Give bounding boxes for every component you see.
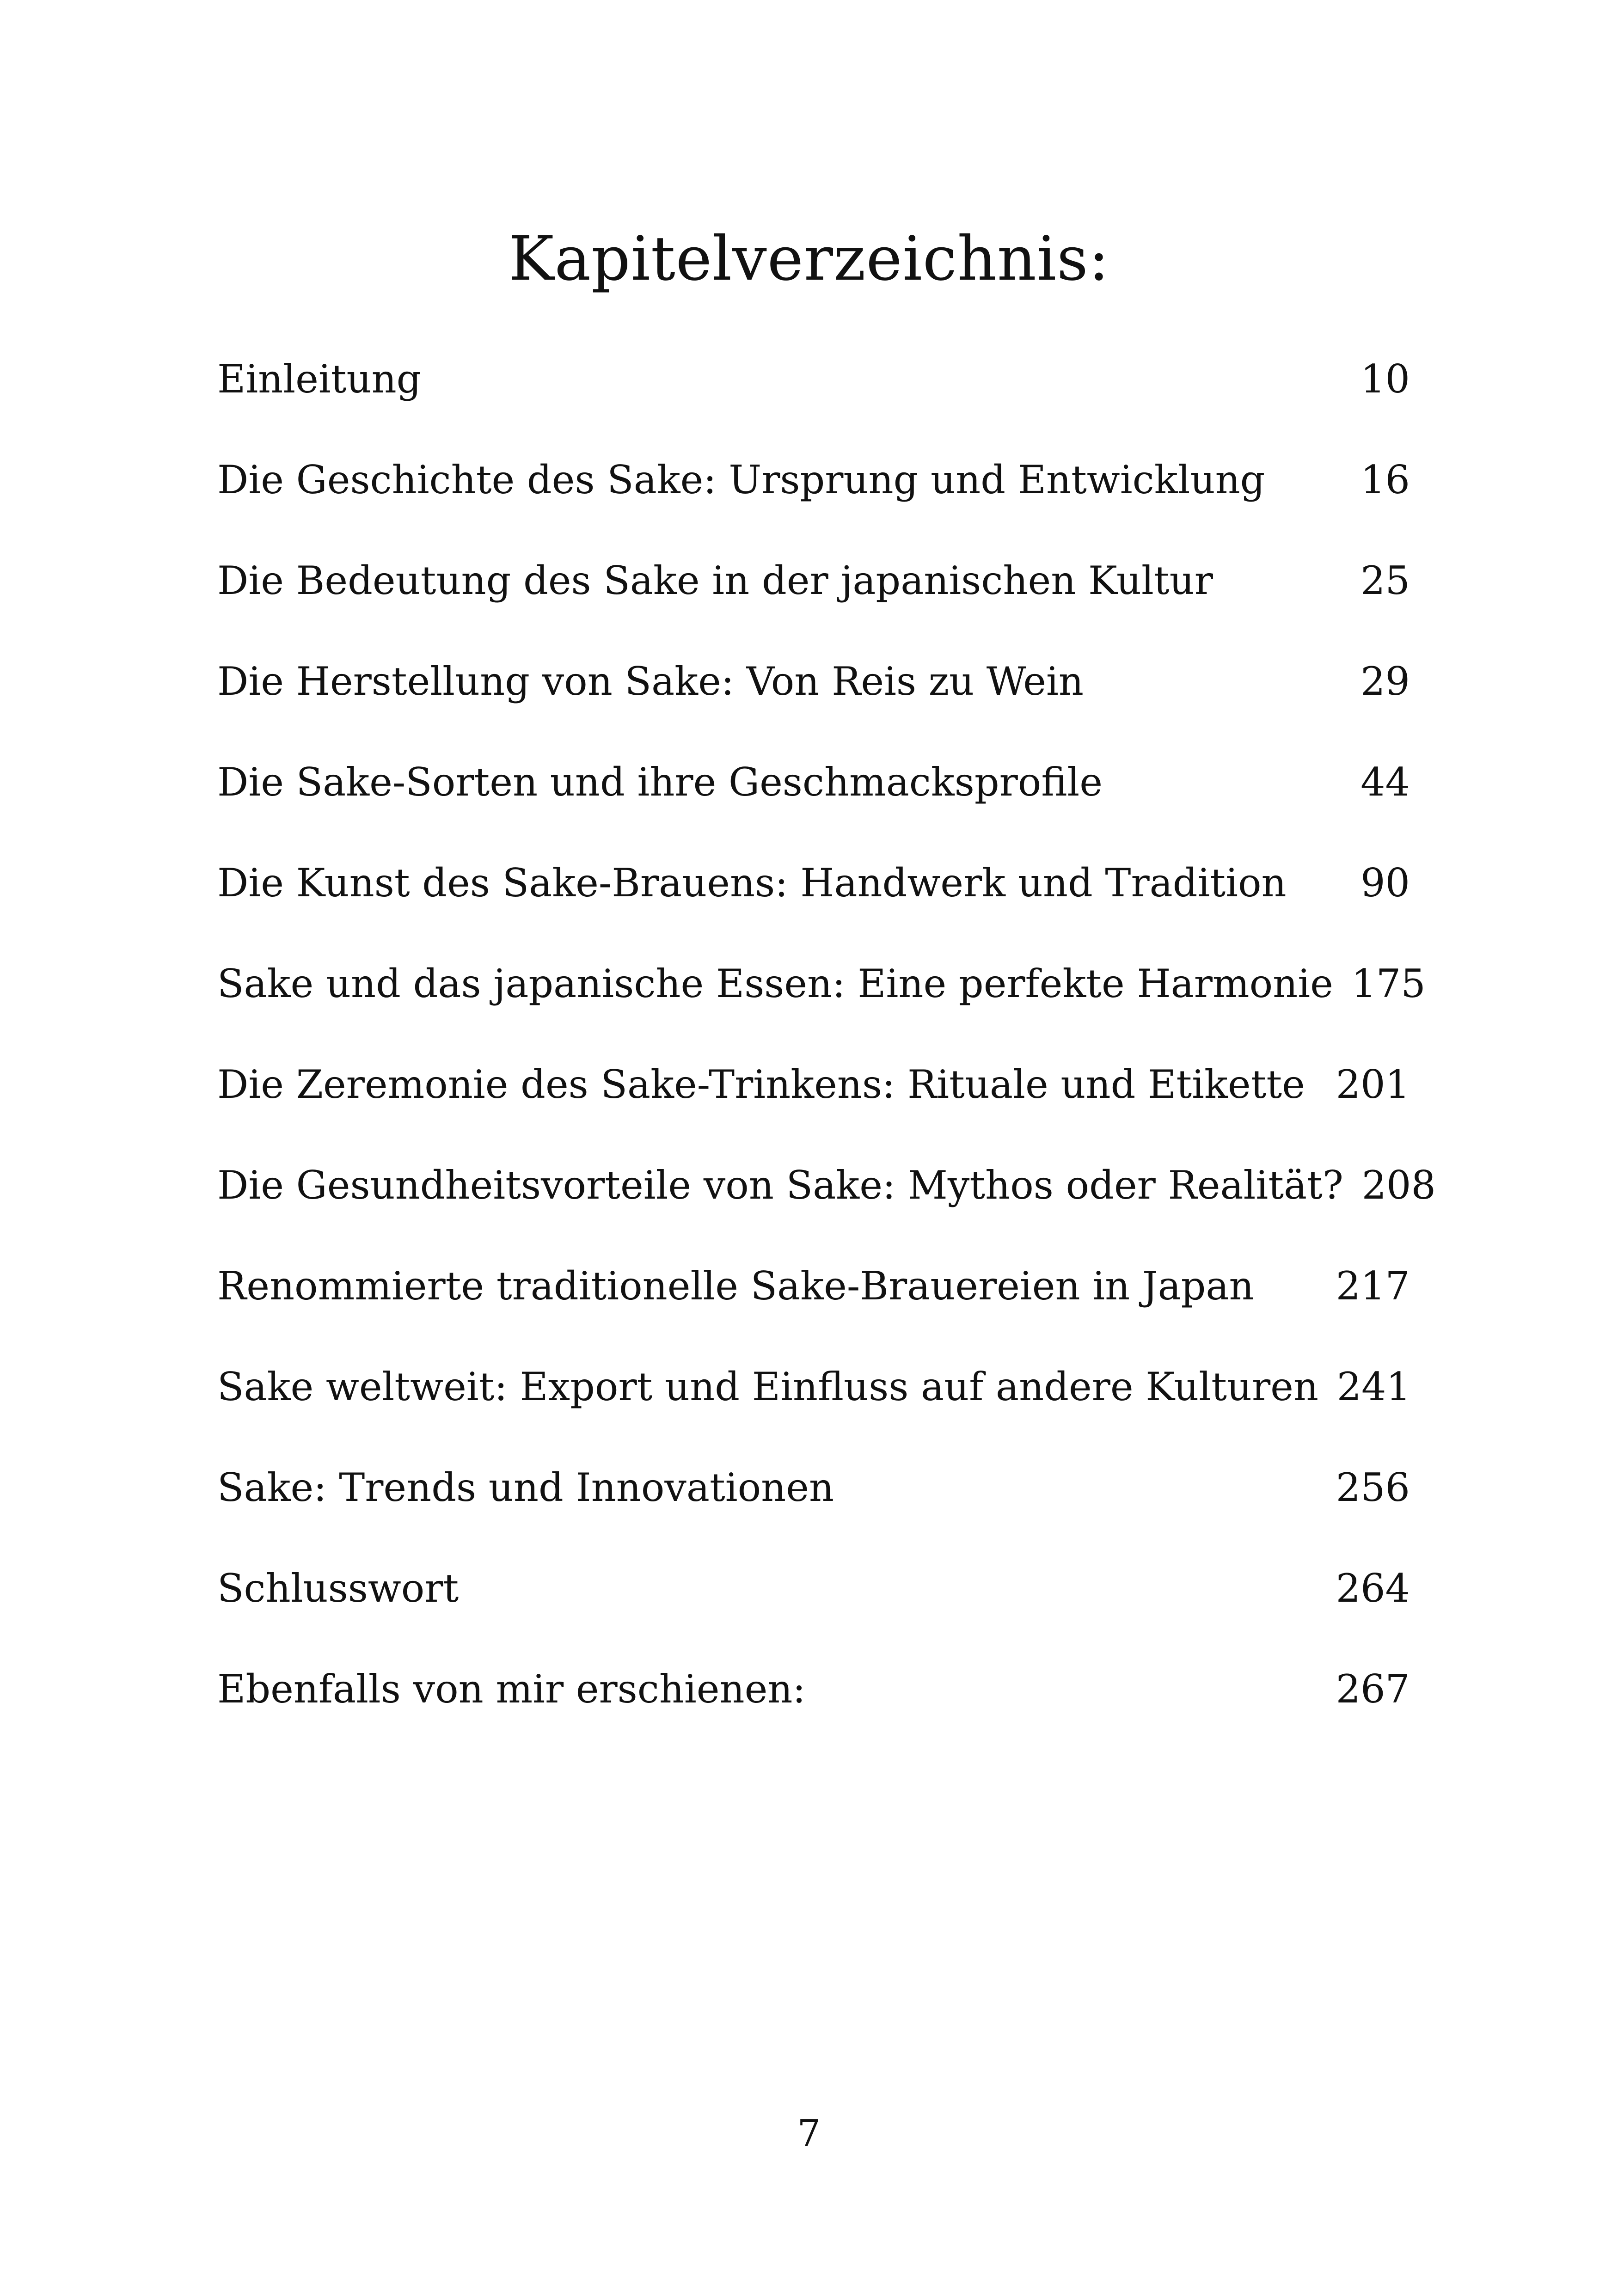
toc-entry-label: Sake: Trends und Innovationen (217, 1465, 834, 1510)
toc-entry-page: 264 (1336, 1566, 1410, 1611)
toc-entry-label: Die Geschichte des Sake: Ursprung und Entwicklung (217, 457, 1265, 502)
toc-entry-page: 29 (1361, 659, 1410, 704)
toc-entry-label: Die Sake-Sorten und ihre Geschmacksprofile (217, 759, 1103, 805)
toc-entry-page: 267 (1336, 1666, 1410, 1712)
toc-entry-page: 256 (1336, 1465, 1410, 1510)
toc-entry (217, 551, 1410, 651)
toc-entry-label: Die Herstellung von Sake: Von Reis zu Wein (217, 659, 1084, 704)
toc-entry-page: 90 (1361, 860, 1410, 906)
toc-entry-label: Schlusswort (217, 1566, 459, 1611)
page-number: 7 (797, 2112, 821, 2155)
toc-entry (217, 450, 1410, 551)
toc-entry (217, 752, 1410, 853)
toc-entry (217, 1054, 1410, 1155)
toc-entry (217, 1659, 1410, 1760)
toc-entry-label: Die Gesundheitsvorteile von Sake: Mythos oder Realität? (217, 1163, 1343, 1208)
table-of-contents (217, 349, 1436, 1760)
toc-entry (217, 1256, 1410, 1357)
toc-entry-label: Renommierte traditionelle Sake-Brauereien in Japan (217, 1263, 1254, 1309)
toc-entry (217, 1457, 1410, 1558)
toc-entry-label: Die Bedeutung des Sake in der japanischen Kultur (217, 558, 1213, 603)
toc-entry-page: 44 (1361, 759, 1410, 805)
toc-entry-page: 241 (1336, 1364, 1411, 1409)
toc-entry (217, 1357, 1410, 1457)
toc-entry-label: Die Zeremonie des Sake-Trinkens: Rituale und Etikette (217, 1062, 1305, 1107)
toc-entry-page: 175 (1351, 961, 1426, 1006)
toc-entry-label: Die Kunst des Sake-Brauens: Handwerk und Tradition (217, 860, 1287, 906)
toc-entry-page: 16 (1361, 457, 1410, 502)
toc-entry (217, 651, 1410, 752)
toc-entry (217, 954, 1426, 1054)
toc-entry (217, 1155, 1436, 1256)
toc-entry (217, 1558, 1410, 1659)
toc-entry-label: Ebenfalls von mir erschienen: (217, 1666, 806, 1712)
toc-entry-label: Einleitung (217, 356, 422, 402)
toc-entry (217, 349, 1410, 450)
toc-entry-page: 10 (1361, 356, 1410, 402)
toc-entry-page: 208 (1361, 1163, 1436, 1208)
toc-entry-page: 201 (1336, 1062, 1410, 1107)
toc-entry-label: Sake weltweit: Export und Einfluss auf andere Kulturen (217, 1364, 1318, 1409)
toc-entry-page: 217 (1336, 1263, 1410, 1309)
toc-entry (217, 853, 1410, 954)
toc-entry-label: Sake und das japanische Essen: Eine perfekte Harmonie (217, 961, 1333, 1006)
toc-entry-page: 25 (1361, 558, 1410, 603)
page-title: Kapitelverzeichnis: (508, 223, 1110, 294)
